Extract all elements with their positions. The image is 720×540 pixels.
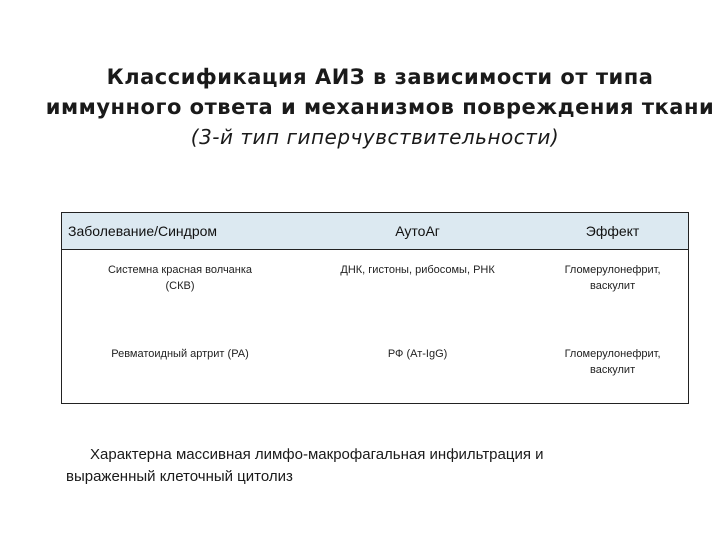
classification-table (61, 212, 689, 404)
table-row (62, 250, 689, 343)
footer-text (66, 444, 666, 488)
footer-line-1: Характерна массивная лимфо-макрофагальная инфильтрация и (90, 446, 544, 463)
slide-title: Классификация АИЗ в зависимости от типа иммунного ответа и механизмов повреждения ткани (45, 65, 715, 119)
cell-effect: Гломерулонефрит, васкулит (564, 264, 661, 292)
title-block (40, 62, 720, 152)
cell-autoantigen: РФ (Ат-IgG) (387, 348, 448, 360)
table-row (62, 342, 689, 404)
cell-effect: Гломерулонефрит, васкулит (564, 348, 661, 376)
header-autoantigen: АутоАг (298, 213, 537, 250)
header-effect: Эффект (537, 213, 688, 250)
cell-autoantigen: ДНК, гистоны, рибосомы, РНК (340, 264, 495, 276)
cell-disease: Ревматоидный артрит (РА) (111, 348, 249, 360)
footer-line-2: выраженный клеточный цитолиз (66, 468, 293, 485)
header-disease: Заболевание/Синдром (62, 213, 299, 250)
slide-subtitle: (3-й тип гиперчувствительности) (190, 125, 560, 149)
cell-disease: Системна красная волчанка (СКВ) (107, 264, 253, 292)
table-header-row (62, 213, 689, 250)
